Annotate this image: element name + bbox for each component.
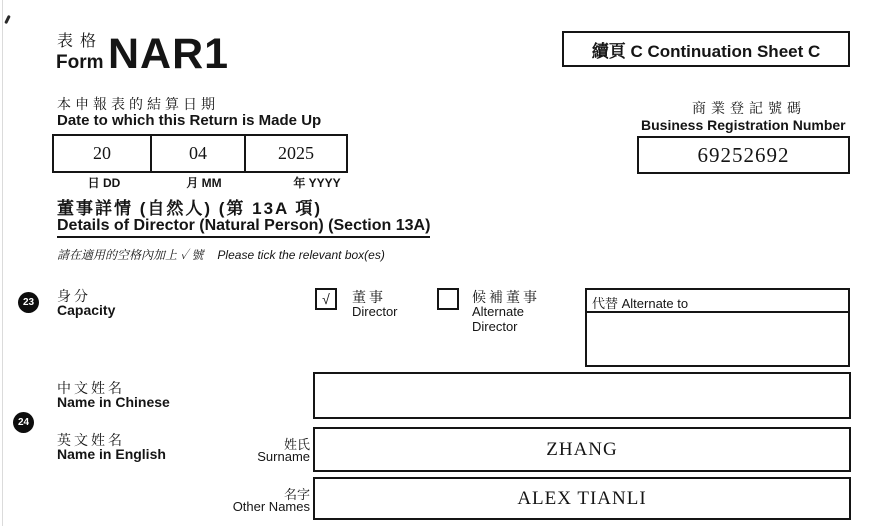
continuation-sheet-label: 續頁 C Continuation Sheet C bbox=[591, 41, 821, 61]
english-name-label-en: Name in English bbox=[57, 446, 166, 462]
alternate-director-label-en-line2: Director bbox=[472, 319, 518, 334]
item-number-23: 23 bbox=[18, 292, 39, 313]
alternate-to-box bbox=[585, 288, 850, 367]
section-title-zh: 董事詳情 (自然人) (第 13A 項) bbox=[57, 199, 323, 218]
director-label-en: Director bbox=[352, 304, 398, 319]
scan-artifact-mark bbox=[4, 15, 11, 24]
day-sublabel: 日 DD bbox=[87, 176, 121, 190]
chinese-name-label-zh: 中文姓名 bbox=[57, 380, 125, 396]
director-checkbox[interactable] bbox=[315, 288, 337, 310]
return-date-label-en: Date to which this Return is Made Up bbox=[57, 112, 322, 129]
brn-field[interactable]: 69252692 bbox=[637, 136, 850, 174]
other-names-label-zh: 名字 bbox=[283, 487, 310, 502]
director-checkbox-tick: √ bbox=[322, 291, 330, 307]
surname-field[interactable]: ZHANG bbox=[313, 427, 851, 472]
form-label-en: Form bbox=[56, 52, 104, 73]
english-name-label-zh: 英文姓名 bbox=[57, 432, 125, 448]
item-number-24: 24 bbox=[13, 412, 34, 433]
form-label-zh: 表格 bbox=[57, 33, 104, 50]
alternate-to-field[interactable] bbox=[587, 313, 848, 365]
other-names-field[interactable]: ALEX TIANLI bbox=[313, 477, 851, 520]
alternate-director-label-en-line1: Alternate bbox=[472, 304, 525, 319]
form-code: NAR1 bbox=[108, 30, 230, 78]
return-date-table bbox=[52, 134, 348, 173]
capacity-label-zh: 身分 bbox=[57, 288, 91, 304]
director-label-zh: 董事 bbox=[352, 289, 386, 305]
return-date-day-field[interactable]: 20 bbox=[93, 143, 111, 163]
section-title-en: Details of Director (Natural Person) (Section 13A) bbox=[57, 217, 430, 238]
surname-label-en: Surname bbox=[257, 449, 310, 464]
chinese-name-label-en: Name in Chinese bbox=[57, 394, 170, 410]
alternate-director-checkbox[interactable] bbox=[437, 288, 459, 310]
return-date-year-field[interactable]: 2025 bbox=[278, 143, 314, 163]
alternate-to-label: 代替 Alternate to bbox=[587, 290, 848, 313]
brn-label-en: Business Registration Number bbox=[641, 117, 846, 133]
capacity-label-en: Capacity bbox=[57, 302, 116, 318]
year-sublabel: 年 YYYY bbox=[293, 176, 341, 190]
alternate-director-label-zh: 候補董事 bbox=[472, 289, 540, 305]
brn-label-zh: 商業登記號碼 bbox=[692, 100, 806, 116]
other-names-label-en: Other Names bbox=[232, 499, 310, 514]
chinese-name-field[interactable] bbox=[313, 372, 851, 419]
tick-instruction-en: Please tick the relevant box(es) bbox=[217, 248, 385, 262]
return-date-month-field[interactable]: 04 bbox=[150, 136, 246, 171]
return-date-label-zh: 本申報表的結算日期 bbox=[57, 96, 219, 112]
month-sublabel: 月 MM bbox=[186, 176, 222, 190]
tick-instruction bbox=[57, 246, 385, 263]
continuation-sheet-badge bbox=[562, 31, 850, 67]
scan-artifact-line bbox=[2, 0, 3, 526]
surname-label-zh: 姓氏 bbox=[283, 437, 310, 452]
tick-instruction-zh: 請在適用的空格內加上 ✓ 號 bbox=[57, 248, 204, 262]
